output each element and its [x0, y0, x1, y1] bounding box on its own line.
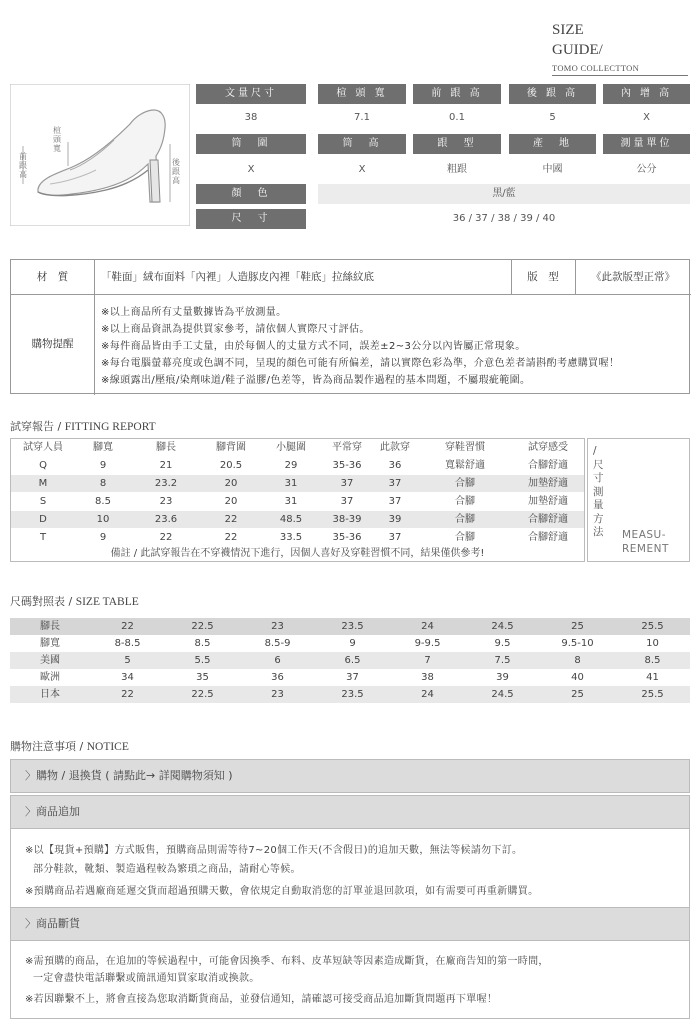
- fitting-cell: 20: [224, 478, 238, 489]
- size-cell: 8.5-9: [264, 638, 291, 649]
- notice-title-zh: 購物注意事項: [10, 740, 76, 753]
- fitting-title-en: FITTING REPORT: [64, 421, 156, 433]
- reminder-item: ※以上商品所有丈量數據皆為平放測量。: [101, 307, 287, 318]
- fitting-row: [11, 493, 584, 510]
- size-cell: 6.5: [344, 655, 361, 666]
- size-cell: 24: [421, 621, 434, 632]
- fitting-row: [11, 511, 584, 528]
- fitting-header: 腳背圍: [216, 442, 246, 453]
- fitting-cell: M: [38, 478, 48, 489]
- size-cell: 25.5: [641, 621, 664, 632]
- fitting-cell: 8: [99, 478, 107, 489]
- size-cell: 24: [421, 689, 434, 700]
- size-row-label: 腳寬: [40, 638, 60, 649]
- front-heel-label: 前跟高: [19, 152, 27, 179]
- fitting-cell: 20: [224, 496, 238, 507]
- fitting-cell: 31: [284, 496, 298, 507]
- fitting-header: 平常穿: [332, 442, 362, 453]
- size-cell: 25.5: [641, 689, 664, 700]
- size-cell: 23.5: [341, 621, 364, 632]
- size-cell: 10: [646, 638, 659, 649]
- spec-value: 公分: [603, 160, 690, 180]
- shopping-return-link[interactable]: 〉購物 / 退換貨 ( 請點此→ 詳閱購物須知 ): [10, 759, 690, 793]
- size-cell: 8: [574, 655, 581, 666]
- fitting-cell: 36: [388, 460, 402, 471]
- size-cell: 25: [571, 689, 584, 700]
- spec-header: 產 地: [509, 134, 596, 154]
- reminder-item: ※線頭露出/壓痕/染劑味道/鞋子溢膠/色差等，皆為商品製作過程的基本問題，不屬瑕疵範圍。: [101, 375, 531, 386]
- spec-value: 7.1: [318, 108, 406, 128]
- size-cell: 23: [271, 689, 284, 700]
- fitting-cell: 37: [340, 478, 354, 489]
- reminder-label: 購物提醒: [31, 338, 74, 350]
- size-cell: 5: [124, 655, 131, 666]
- fitting-cell: 38-39: [332, 514, 362, 525]
- fitting-row: [11, 529, 584, 546]
- size-cell: 22: [121, 621, 134, 632]
- size-table-title: 尺碼對照表 / SIZE TABLE: [10, 595, 139, 608]
- size-cell: 36: [271, 672, 284, 683]
- fitting-cell: 35-36: [332, 460, 362, 471]
- notice-title: 購物注意事項 / NOTICE: [10, 740, 129, 753]
- fitting-cell: 合腳舒適: [528, 460, 568, 471]
- size-cell: 6: [274, 655, 281, 666]
- fitting-cell: 合腳舒適: [528, 514, 568, 525]
- size-cell: 23.5: [341, 689, 364, 700]
- fitting-cell: 35-36: [332, 532, 362, 543]
- spec-header: 後 跟 高: [509, 84, 596, 104]
- fitting-cell: 加墊舒適: [528, 478, 568, 489]
- fitting-header: 試穿人員: [23, 442, 63, 453]
- spec-header: 跟 型: [413, 134, 501, 154]
- fitting-cell: 21: [159, 460, 173, 471]
- spec-header: 楦 頭 寬: [318, 84, 406, 104]
- size-table-title-zh: 尺碼對照表: [10, 595, 65, 608]
- size-row-label: 腳長: [40, 621, 60, 632]
- fitting-cell: T: [39, 532, 47, 543]
- size-row: [10, 686, 690, 703]
- size-cell: 22: [121, 689, 134, 700]
- fitting-cell: 寬鬆舒適: [445, 460, 485, 471]
- restock-line: ※預購商品若遇廠商延遲交貨而超過預購天數，會依規定自動取消您的訂單並退回款項，如有需要可再重新購買。: [25, 886, 539, 897]
- size-row-label: 歐洲: [40, 672, 60, 683]
- size-row: [10, 652, 690, 669]
- stockout-section-body: [10, 941, 690, 1019]
- spec-header: 內 增 高: [603, 84, 690, 104]
- size-row: [10, 669, 690, 686]
- spec-header: 文量尺寸: [196, 84, 306, 104]
- fitting-cell: 22: [159, 532, 173, 543]
- reminder-item: ※以上商品資訊為提供買家參考，請依個人實際尺寸評估。: [101, 324, 370, 335]
- stockout-line: ※需預購的商品，在追加的等候過程中，可能會因換季、布料、皮革短缺等因素造成斷貨，在廠商告知的第一時間，: [25, 956, 549, 967]
- fitting-cell: 37: [388, 532, 402, 543]
- spec-value: 粗跟: [413, 160, 501, 180]
- fitting-cell: 10: [96, 514, 110, 525]
- brand-divider: [552, 75, 688, 76]
- restock-section-body: [10, 829, 690, 907]
- shoe-illustration: [10, 84, 190, 226]
- fitting-cell: 8.5: [95, 496, 111, 507]
- fitting-cell: 22: [224, 532, 238, 543]
- fitting-cell: 22: [224, 514, 238, 525]
- fitting-header: 試穿感受: [528, 442, 568, 453]
- size-cell: 24.5: [491, 689, 514, 700]
- material-label: 材 質: [36, 271, 69, 283]
- spec-value: 中國: [509, 160, 596, 180]
- fit-label: 版 型: [527, 271, 559, 283]
- restock-line: 部分鞋款，靴類、製造過程較為繁瑣之商品，請耐心等候。: [33, 864, 301, 875]
- size-value: 36 / 37 / 38 / 39 / 40: [452, 213, 556, 224]
- size-cell: 7: [424, 655, 431, 666]
- toe-width-label: 楦頭寬: [53, 126, 61, 153]
- spec-value: X: [603, 108, 690, 128]
- restock-section-header[interactable]: 〉商品追加: [10, 795, 690, 829]
- size-cell: 40: [571, 672, 584, 683]
- fitting-cell: 9: [99, 532, 107, 543]
- size-cell: 24.5: [491, 621, 514, 632]
- size-label: 尺 寸: [196, 209, 306, 229]
- size-cell: 5.5: [194, 655, 211, 666]
- size-cell: 39: [496, 672, 509, 683]
- measure-en-1: MEASU-: [622, 529, 667, 541]
- spec-value: X: [196, 160, 306, 180]
- spec-header: 筒 高: [318, 134, 406, 154]
- fitting-cell: 37: [388, 496, 402, 507]
- stockout-line: 一定會盡快電話聯繫或簡訊通知買家取消或換款。: [33, 973, 260, 984]
- size-cell: 9.5: [494, 638, 511, 649]
- size-cell: 37: [346, 672, 359, 683]
- size-cell: 34: [121, 672, 134, 683]
- fitting-cell: 合腳: [455, 514, 475, 525]
- size-row: [10, 635, 690, 652]
- spec-value: 0.1: [413, 108, 501, 128]
- spec-header: 筒 圍: [196, 134, 306, 154]
- size-row-label: 美國: [40, 655, 60, 666]
- fitting-cell: 33.5: [279, 532, 303, 543]
- fitting-cell: 合腳: [455, 478, 475, 489]
- fitting-title: 試穿報告 / FITTING REPORT: [10, 420, 156, 433]
- spec-value: 38: [196, 108, 306, 128]
- size-cell: 38: [421, 672, 434, 683]
- fitting-cell: 23: [159, 496, 173, 507]
- fitting-cell: 合腳舒適: [528, 532, 568, 543]
- fitting-cell: 29: [284, 460, 298, 471]
- fitting-row: [11, 457, 584, 474]
- spec-value: 5: [509, 108, 596, 128]
- spec-header: 測量單位: [603, 134, 690, 154]
- fitting-cell: 合腳: [455, 532, 475, 543]
- fitting-cell: 加墊舒適: [528, 496, 568, 507]
- size-cell: 9-9.5: [414, 638, 441, 649]
- fitting-header: 小腿圍: [276, 442, 306, 453]
- restock-line: ※以【現貨+預購】方式販售，預購商品則需等待7~20個工作天(不含假日)的追加天數，無法等候請勿下訂。: [25, 845, 523, 856]
- size-cell: 7.5: [494, 655, 511, 666]
- notice-title-en: NOTICE: [86, 741, 129, 753]
- size-cell: 25: [571, 621, 584, 632]
- stockout-section-header[interactable]: 〉商品斷貨: [10, 907, 690, 941]
- fitting-cell: 23.6: [154, 514, 178, 525]
- reminder-item: ※每件商品皆由手工丈量，由於每個人的丈量方式不同，誤差±2~3公分以內皆屬正常現象。: [101, 341, 526, 352]
- fitting-header-row: [11, 439, 584, 456]
- fitting-header: 此款穿: [380, 442, 410, 453]
- brand-guide: GUIDE/: [552, 42, 603, 58]
- reminder-list: [101, 304, 619, 389]
- stockout-line: ※若因聯繫不上，將會直接為您取消斷貨商品，並發信通知，請確認可接受商品追加斷貨問題再下單喔！: [25, 994, 498, 1005]
- fitting-cell: 37: [340, 496, 354, 507]
- fitting-cell: 37: [388, 478, 402, 489]
- size-row-label: 日本: [40, 689, 60, 700]
- material-box: [10, 259, 690, 394]
- fitting-cell: 48.5: [279, 514, 303, 525]
- fitting-cell: S: [39, 496, 47, 507]
- measure-method-zh: /尺寸測量方法: [593, 445, 604, 538]
- size-cell: 41: [646, 672, 659, 683]
- size-cell: 22.5: [191, 621, 214, 632]
- fitting-cell: 9: [99, 460, 107, 471]
- fitting-row: [11, 475, 584, 492]
- fit-value: 《此款版型正常》: [591, 271, 675, 283]
- size-cell: 9.5-10: [561, 638, 594, 649]
- spec-header: 前 跟 高: [413, 84, 501, 104]
- fitting-cell: 39: [388, 514, 402, 525]
- size-table-title-en: SIZE TABLE: [75, 596, 139, 608]
- spec-value: X: [318, 160, 406, 180]
- fitting-cell: 20.5: [219, 460, 243, 471]
- fitting-title-zh: 試穿報告: [10, 420, 54, 433]
- reminder-item: ※每台電腦螢幕亮度或色調不同，呈現的顏色可能有所偏差，請以實際色彩為準，介意色差者請斟酌考慮購買喔！: [101, 358, 620, 369]
- measure-en-2: REMENT: [622, 543, 669, 555]
- size-cell: 35: [196, 672, 209, 683]
- size-cell: 22.5: [191, 689, 214, 700]
- size-cell: 8.5: [194, 638, 211, 649]
- high-heel-shoe-icon: [10, 84, 190, 226]
- color-value: 黑/藍: [318, 184, 690, 204]
- fitting-cell: D: [39, 514, 47, 525]
- fitting-cell: 合腳: [455, 496, 475, 507]
- brand-size: SIZE: [552, 22, 584, 38]
- fitting-note: 備註 / 此試穿報告在不穿襪情況下進行，因個人喜好及穿鞋習慣不同，結果僅供參考!: [110, 548, 485, 559]
- back-heel-label: 後跟高: [172, 158, 180, 185]
- brand-collection: TOMO COLLECTTON: [552, 63, 640, 73]
- fitting-header: 穿鞋習慣: [445, 442, 485, 453]
- measurement-box: [587, 438, 690, 562]
- color-label: 顏 色: [196, 184, 306, 204]
- size-cell: 23: [271, 621, 284, 632]
- fitting-cell: 23.2: [154, 478, 178, 489]
- size-cell: 8-8.5: [114, 638, 141, 649]
- fitting-header: 腳長: [156, 442, 176, 453]
- fitting-cell: Q: [39, 460, 47, 471]
- material-value: 「鞋面」絨布面料「內裡」人造豚皮內裡「鞋底」拉絲紋底: [101, 271, 374, 283]
- fitting-cell: 31: [284, 478, 298, 489]
- fitting-table: [10, 438, 585, 562]
- fitting-header: 腳寬: [93, 442, 113, 453]
- size-row: [10, 618, 690, 635]
- size-cell: 9: [349, 638, 356, 649]
- size-cell: 8.5: [644, 655, 661, 666]
